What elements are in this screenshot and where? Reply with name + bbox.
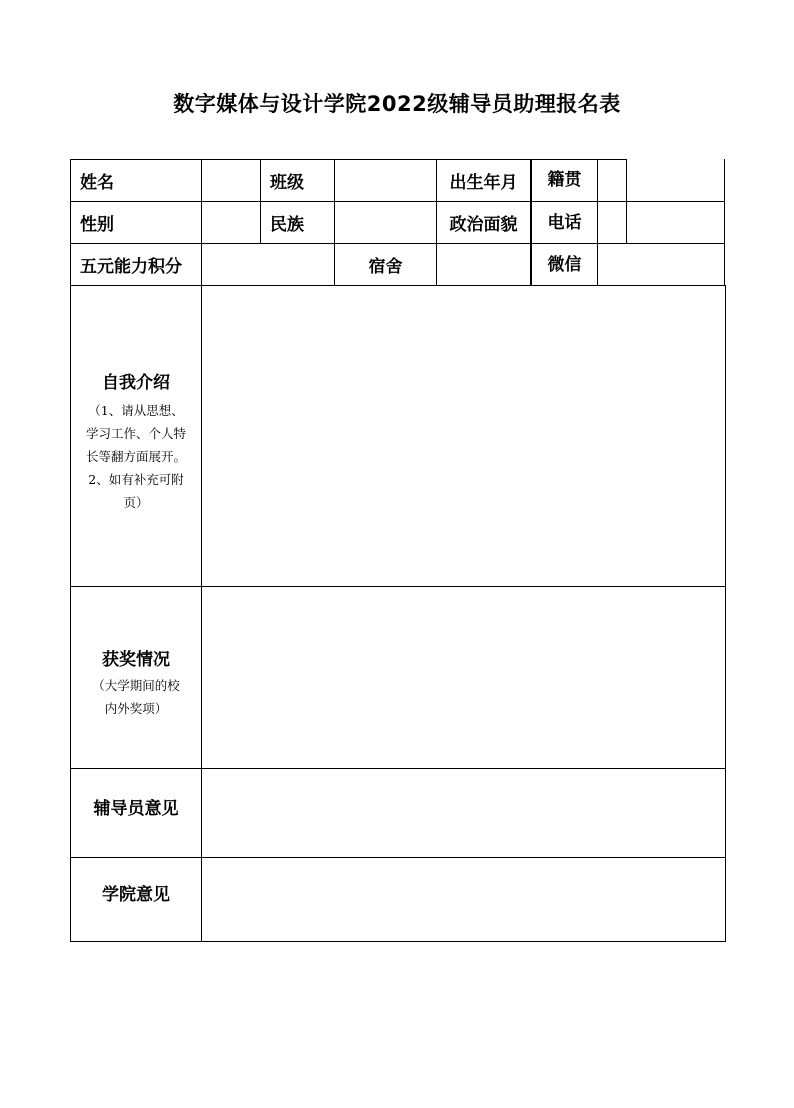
awards-field[interactable] (202, 587, 726, 769)
phone-label: 电话 (531, 201, 597, 243)
intro-note-line: 长等翻方面展开。 (85, 449, 186, 464)
name-field[interactable] (202, 160, 261, 202)
college-opinion-field[interactable] (202, 858, 726, 942)
class-field[interactable] (335, 160, 437, 202)
birth-date-label: 出生年月 (437, 160, 531, 202)
intro-note-line: 2、如有补充可附 (88, 472, 184, 487)
intro-note-line: （1、请从思想、 (88, 403, 184, 418)
ethnic-field[interactable] (335, 202, 437, 244)
class-label: 班级 (261, 160, 335, 202)
intro-note-line: 页） (123, 495, 149, 510)
table-row-college (71, 858, 726, 942)
awards-label-cell (71, 587, 202, 769)
counselor-opinion-field[interactable] (202, 769, 726, 858)
wechat-field[interactable] (597, 243, 725, 286)
gender-field[interactable] (202, 202, 261, 244)
intro-title: 自我介绍 (102, 373, 170, 393)
awards-note (79, 674, 193, 720)
right-columns (531, 159, 725, 286)
score-label: 五元能力积分 (71, 244, 202, 286)
awards-note-line: 内外奖项） (104, 701, 168, 716)
native-place-field[interactable] (597, 159, 725, 201)
college-label-cell (71, 858, 202, 942)
score-field[interactable] (202, 244, 335, 286)
ethnic-label: 民族 (261, 202, 335, 244)
political-status-label: 政治面貌 (437, 202, 531, 244)
intro-note-line: 学习工作、个人特 (85, 426, 186, 441)
table-row-intro (71, 286, 726, 587)
wechat-label: 微信 (531, 243, 597, 286)
dorm-label: 宿舍 (335, 244, 437, 286)
page-title: 数字媒体与设计学院2022级辅导员助理报名表 (173, 92, 621, 116)
native-place-label: 籍贯 (531, 159, 597, 201)
gender-label: 性别 (71, 202, 202, 244)
awards-note-line: （大学期间的校 (92, 678, 180, 693)
phone-field[interactable] (597, 201, 725, 243)
table-row-counselor (71, 769, 726, 858)
awards-title: 获奖情况 (102, 650, 170, 670)
counselor-opinion-title: 辅导员意见 (93, 798, 179, 819)
intro-field[interactable] (202, 286, 726, 587)
intro-note (79, 399, 193, 514)
name-label: 姓名 (71, 160, 202, 202)
college-opinion-title: 学院意见 (102, 885, 170, 905)
intro-label-cell (71, 286, 202, 587)
table-row-awards (71, 587, 726, 769)
counselor-label-cell (71, 769, 202, 858)
dorm-field[interactable] (437, 244, 531, 286)
